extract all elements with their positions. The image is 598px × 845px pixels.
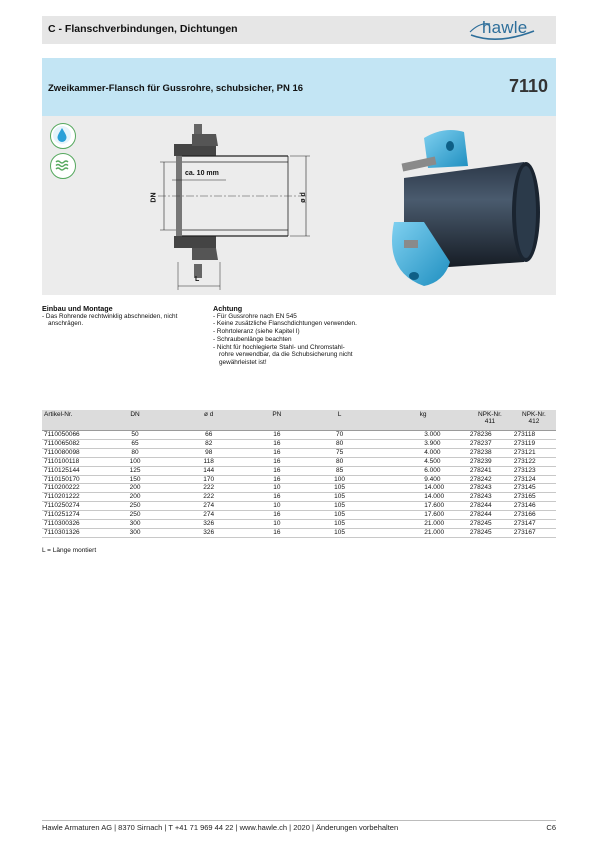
cell-pn: 16	[253, 431, 301, 440]
table-body	[42, 431, 556, 538]
cell-npk411: 278237	[468, 439, 512, 448]
cell-l: 75	[301, 448, 378, 457]
achtung-item-3: Rohrtoleranz (siehe Kapitel I)	[216, 328, 300, 336]
hawle-logo	[468, 18, 538, 42]
cell-pn: 16	[253, 448, 301, 457]
cell-kg: 4.500	[378, 457, 468, 466]
section-title: C - Flanschverbindungen, Dichtungen	[48, 23, 238, 35]
logo-text: hawle	[482, 18, 528, 37]
cell-artikel: 7110200222	[42, 484, 105, 493]
cell-npk412: 273119	[512, 439, 556, 448]
cell-npk412: 273165	[512, 493, 556, 502]
cell-l: 105	[301, 502, 378, 511]
cell-pn: 10	[253, 520, 301, 529]
cell-dn: 80	[105, 448, 164, 457]
cell-npk411: 278239	[468, 457, 512, 466]
cell-artikel: 7110301326	[42, 528, 105, 537]
cell-npk411: 278241	[468, 466, 512, 475]
table-row	[42, 493, 556, 502]
table-row	[42, 457, 556, 466]
cell-kg: 21.000	[378, 520, 468, 529]
montage-item: - Das Rohrende rechtwinklig abschneiden, nicht anschrägen.	[42, 312, 178, 328]
cell-artikel: 7110065082	[42, 439, 105, 448]
col-header-l: L	[301, 410, 378, 431]
cell-kg: 4.000	[378, 448, 468, 457]
montage-section	[42, 305, 210, 328]
cell-artikel: 7110100118	[42, 457, 105, 466]
cell-pn: 10	[253, 484, 301, 493]
cell-kg: 3.900	[378, 439, 468, 448]
cell-pn: 16	[253, 466, 301, 475]
dim-l-label: L	[195, 276, 200, 283]
table-row	[42, 431, 556, 440]
footer-text: Hawle Armaturen AG | 8370 Sirnach | T +41 71 969 44 22 | www.hawle.ch | 2020 | Änderungen vorbehalten	[42, 823, 399, 832]
cell-pn: 16	[253, 475, 301, 484]
achtung-heading: Achtung	[213, 304, 243, 313]
table-row	[42, 448, 556, 457]
cell-od: 118	[165, 457, 253, 466]
cell-l: 105	[301, 528, 378, 537]
col-header-artikel: Artikel-Nr.	[42, 410, 105, 431]
cell-pn: 16	[253, 511, 301, 520]
cell-artikel: 7110125144	[42, 466, 105, 475]
cell-npk412: 273147	[512, 520, 556, 529]
cell-l: 100	[301, 475, 378, 484]
water-drop-icon	[50, 123, 76, 149]
cell-dn: 125	[105, 466, 164, 475]
cell-od: 326	[165, 528, 253, 537]
cell-l: 80	[301, 439, 378, 448]
cell-dn: 300	[105, 520, 164, 529]
achtung-item: - Nicht für hochlegierte Stahl- und Chromstahl- rohre verwendbar, da die Schubsicherung nicht gewährleistet ist!	[213, 343, 353, 366]
col-header-od: ø d	[165, 410, 253, 431]
dim-dn-label: DN	[150, 192, 158, 203]
page-number: C6	[546, 823, 556, 832]
montage-item-1: Das Rohrende rechtwinklig abschneiden, nicht anschrägen.	[45, 312, 178, 328]
cell-dn: 150	[105, 475, 164, 484]
cell-kg: 17.600	[378, 502, 468, 511]
dim-od-label: ø d	[299, 192, 307, 203]
cell-dn: 250	[105, 511, 164, 520]
cell-od: 222	[165, 493, 253, 502]
cell-artikel: 7110201222	[42, 493, 105, 502]
cell-pn: 16	[253, 528, 301, 537]
cell-pn: 16	[253, 439, 301, 448]
cell-pn: 16	[253, 457, 301, 466]
cell-npk412: 273146	[512, 502, 556, 511]
cell-npk411: 278245	[468, 528, 512, 537]
product-title-band	[42, 58, 556, 116]
cell-dn: 65	[105, 439, 164, 448]
cell-npk411: 278244	[468, 511, 512, 520]
cell-dn: 200	[105, 484, 164, 493]
cell-dn: 100	[105, 457, 164, 466]
footer-divider	[42, 820, 556, 821]
cell-od: 274	[165, 511, 253, 520]
cell-npk412: 273121	[512, 448, 556, 457]
achtung-item: - Schraubenlänge beachten	[213, 335, 292, 343]
cell-artikel: 7110251274	[42, 511, 105, 520]
cell-od: 144	[165, 466, 253, 475]
cell-npk411: 278238	[468, 448, 512, 457]
cell-artikel: 7110250274	[42, 502, 105, 511]
cell-l: 80	[301, 457, 378, 466]
col-header-npk412: NPK-Nr. 412	[512, 410, 556, 431]
dim-gap-label: ca. 10 mm	[185, 170, 219, 177]
product-title: Zweikammer-Flansch für Gussrohre, schubsicher, PN 16	[48, 83, 304, 94]
cell-npk411: 278243	[468, 493, 512, 502]
waves-icon	[50, 153, 76, 179]
cell-l: 105	[301, 520, 378, 529]
table-row	[42, 528, 556, 537]
section-header	[42, 16, 556, 44]
col-header-kg: kg	[378, 410, 468, 431]
product-photo	[364, 122, 554, 292]
cell-kg: 6.000	[378, 466, 468, 475]
cell-od: 170	[165, 475, 253, 484]
cell-kg: 3.000	[378, 431, 468, 440]
technical-drawing	[146, 122, 336, 292]
footnote: L = Länge montiert	[42, 547, 97, 554]
montage-heading: Einbau und Montage	[42, 304, 113, 313]
achtung-item-2: Keine zusätzliche Flanschdichtungen verwenden.	[216, 320, 357, 328]
table-row	[42, 484, 556, 493]
article-table	[42, 410, 556, 538]
cell-l: 105	[301, 511, 378, 520]
table-row	[42, 520, 556, 529]
cell-dn: 300	[105, 528, 164, 537]
table-row	[42, 502, 556, 511]
achtung-item-4: Schraubenlänge beachten	[216, 335, 292, 343]
achtung-item: - Für Gussrohre nach EN 545	[213, 312, 297, 320]
cell-l: 105	[301, 484, 378, 493]
cell-od: 66	[165, 431, 253, 440]
achtung-section	[213, 305, 393, 367]
cell-dn: 50	[105, 431, 164, 440]
cell-artikel: 7110300326	[42, 520, 105, 529]
cell-od: 98	[165, 448, 253, 457]
cell-pn: 10	[253, 502, 301, 511]
product-code: 7110	[508, 76, 548, 96]
col-header-dn: DN	[105, 410, 164, 431]
cell-l: 105	[301, 493, 378, 502]
cell-pn: 16	[253, 493, 301, 502]
achtung-item-5: Nicht für hochlegierte Stahl- und Chromstahl- rohre verwendbar, da die Schubsicherung nicht gewährleistet ist!	[216, 343, 353, 366]
cell-npk411: 278243	[468, 484, 512, 493]
col-header-pn: PN	[253, 410, 301, 431]
cell-kg: 14.000	[378, 484, 468, 493]
cell-npk411: 278245	[468, 520, 512, 529]
cell-artikel: 7110080098	[42, 448, 105, 457]
col-header-npk411: NPK-Nr. 411	[468, 410, 512, 431]
cell-npk412: 273124	[512, 475, 556, 484]
table-row	[42, 439, 556, 448]
cell-dn: 200	[105, 493, 164, 502]
table-row	[42, 466, 556, 475]
cell-kg: 14.000	[378, 493, 468, 502]
cell-kg: 9.400	[378, 475, 468, 484]
cell-npk412: 273166	[512, 511, 556, 520]
cell-artikel: 7110150170	[42, 475, 105, 484]
cell-npk412: 273145	[512, 484, 556, 493]
cell-kg: 21.000	[378, 528, 468, 537]
table-row	[42, 511, 556, 520]
cell-artikel: 7110050066	[42, 431, 105, 440]
cell-npk411: 278236	[468, 431, 512, 440]
cell-npk412: 273122	[512, 457, 556, 466]
cell-npk411: 278244	[468, 502, 512, 511]
cell-npk412: 273167	[512, 528, 556, 537]
achtung-item-1: Für Gussrohre nach EN 545	[216, 312, 297, 320]
cell-npk412: 273118	[512, 431, 556, 440]
achtung-item: - Rohrtoleranz (siehe Kapitel I)	[213, 328, 300, 336]
table-row	[42, 475, 556, 484]
table-header-row	[42, 410, 556, 431]
cell-od: 82	[165, 439, 253, 448]
cell-kg: 17.600	[378, 511, 468, 520]
cell-npk411: 278242	[468, 475, 512, 484]
cell-od: 274	[165, 502, 253, 511]
achtung-item: - Keine zusätzliche Flanschdichtungen verwenden.	[213, 320, 357, 328]
cell-npk412: 273123	[512, 466, 556, 475]
cell-l: 85	[301, 466, 378, 475]
cell-od: 326	[165, 520, 253, 529]
product-image-area	[42, 116, 556, 295]
cell-dn: 250	[105, 502, 164, 511]
cell-l: 70	[301, 431, 378, 440]
cell-od: 222	[165, 484, 253, 493]
